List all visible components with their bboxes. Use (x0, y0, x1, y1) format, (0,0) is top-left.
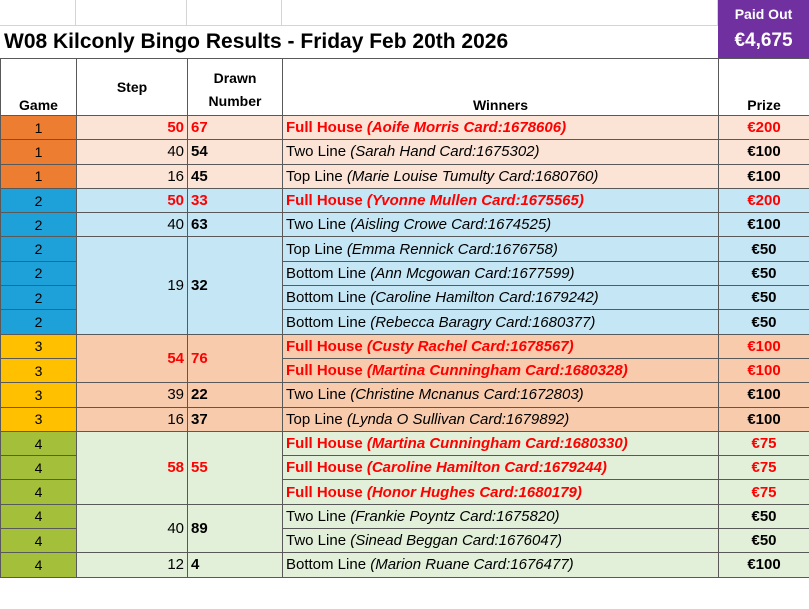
grid-cell (0, 0, 76, 26)
drawn-number-cell: 33 (188, 188, 283, 212)
win-type: Full House (286, 337, 363, 355)
winner-name: (Caroline Hamilton Card:1679242) (370, 289, 599, 307)
step-cell: 39 (77, 383, 188, 407)
prize-cell: €100 (719, 553, 809, 577)
table-row (1, 504, 809, 528)
win-type: Bottom Line (286, 264, 367, 282)
win-type: Two Line (286, 143, 347, 161)
win-type: Two Line (286, 216, 347, 234)
prize-cell: €100 (719, 164, 809, 188)
paid-out-box (718, 0, 809, 58)
header-game: Game (1, 59, 77, 116)
winner-cell (283, 431, 719, 455)
results-table (0, 58, 809, 578)
winner-name: (Martina Cunningham Card:1680330) (366, 435, 628, 452)
winner-name: (Sarah Hand Card:1675302) (350, 143, 540, 161)
winner-cell (283, 504, 719, 528)
winner-name: (Martina Cunningham Card:1680328) (366, 362, 628, 380)
winner-cell (283, 383, 719, 407)
winner-name: (Aoife Morris Card:1678606) (366, 119, 567, 137)
title-row (0, 0, 809, 58)
drawn-number-cell: 4 (188, 553, 283, 577)
grid-cell (76, 0, 187, 26)
drawn-number-cell: 45 (188, 164, 283, 188)
winner-cell (283, 456, 719, 480)
winner-name: (Marie Louise Tumulty Card:1680760) (346, 167, 599, 185)
header-drawn-number (188, 59, 283, 116)
step-cell: 40 (77, 504, 188, 553)
table-row (1, 431, 809, 455)
game-cell: 4 (1, 504, 77, 528)
win-type: Full House (286, 459, 363, 477)
winner-cell (283, 407, 719, 431)
winner-name: (Honor Hughes Card:1680179) (366, 483, 582, 501)
prize-cell: €50 (719, 529, 809, 553)
winner-cell (283, 237, 719, 261)
winner-cell (283, 310, 719, 334)
grid-cell (187, 0, 282, 26)
winner-name: (Ann Mcgowan Card:1677599) (370, 264, 575, 282)
win-type: Two Line (286, 507, 347, 525)
table-row (1, 383, 809, 407)
game-cell: 2 (1, 310, 77, 334)
step-cell: 40 (77, 140, 188, 164)
paid-out-label: Paid Out (734, 6, 793, 22)
win-type: Bottom Line (286, 556, 367, 574)
game-cell: 3 (1, 407, 77, 431)
game-cell: 1 (1, 116, 77, 140)
grid-cell (282, 0, 718, 26)
winner-cell (283, 358, 719, 382)
drawn-number-cell: 37 (188, 407, 283, 431)
paid-out-amount: €4,675 (734, 30, 793, 51)
game-cell: 3 (1, 358, 77, 382)
winner-name: (Yvonne Mullen Card:1675565) (366, 192, 584, 210)
step-cell: 40 (77, 213, 188, 237)
game-cell: 2 (1, 213, 77, 237)
step-cell: 16 (77, 164, 188, 188)
game-cell: 4 (1, 553, 77, 577)
drawn-number-cell: 22 (188, 383, 283, 407)
win-type: Full House (286, 362, 363, 380)
table-row (1, 140, 809, 164)
game-cell: 4 (1, 480, 77, 504)
winner-cell (283, 213, 719, 237)
winner-name: (Lynda O Sullivan Card:1679892) (346, 410, 570, 428)
game-cell: 2 (1, 261, 77, 285)
winner-cell (283, 286, 719, 310)
win-type: Top Line (286, 410, 343, 428)
win-type: Full House (286, 483, 363, 501)
header-drawn-line2: Number (208, 93, 262, 109)
game-cell: 3 (1, 383, 77, 407)
prize-cell: €50 (719, 286, 809, 310)
header-drawn-line1: Drawn (213, 70, 257, 86)
game-cell: 1 (1, 164, 77, 188)
winner-cell (283, 164, 719, 188)
step-cell: 54 (77, 334, 188, 383)
winner-name: (Caroline Hamilton Card:1679244) (366, 459, 607, 477)
winner-cell (283, 261, 719, 285)
prize-cell: €100 (719, 383, 809, 407)
win-type: Two Line (286, 386, 347, 404)
win-type: Two Line (286, 532, 347, 550)
winner-name: (Emma Rennick Card:1676758) (346, 240, 558, 258)
prize-cell: €100 (719, 334, 809, 358)
page-title: W08 Kilconly Bingo Results - Friday Feb 20th 2026 (4, 30, 509, 53)
win-type: Top Line (286, 167, 343, 185)
step-cell: 19 (77, 237, 188, 334)
winner-cell (283, 529, 719, 553)
winner-cell (283, 553, 719, 577)
header-row (1, 59, 809, 116)
drawn-number-cell: 32 (188, 237, 283, 334)
game-cell: 4 (1, 456, 77, 480)
win-type: Full House (286, 435, 363, 452)
prize-cell: €200 (719, 116, 809, 140)
header-winners: Winners (283, 59, 719, 116)
prize-cell: €75 (719, 456, 809, 480)
table-row (1, 237, 809, 261)
drawn-number-cell: 67 (188, 116, 283, 140)
table-row (1, 334, 809, 358)
game-cell: 4 (1, 529, 77, 553)
game-cell: 2 (1, 286, 77, 310)
winner-name: (Marion Ruane Card:1676477) (370, 556, 574, 574)
drawn-number-cell: 54 (188, 140, 283, 164)
winner-name: (Frankie Poyntz Card:1675820) (350, 507, 560, 525)
prize-cell: €100 (719, 140, 809, 164)
table-row (1, 164, 809, 188)
winner-cell (283, 140, 719, 164)
table-row (1, 213, 809, 237)
step-cell: 58 (77, 431, 188, 504)
drawn-number-cell: 63 (188, 213, 283, 237)
step-cell: 12 (77, 553, 188, 577)
win-type: Full House (286, 119, 363, 137)
game-cell: 2 (1, 237, 77, 261)
game-cell: 2 (1, 188, 77, 212)
table-row (1, 188, 809, 212)
prize-cell: €100 (719, 358, 809, 382)
prize-cell: €50 (719, 504, 809, 528)
winner-name: (Aisling Crowe Card:1674525) (350, 216, 552, 234)
prize-cell: €100 (719, 407, 809, 431)
winner-cell (283, 116, 719, 140)
game-cell: 1 (1, 140, 77, 164)
table-row (1, 553, 809, 577)
win-type: Full House (286, 192, 363, 210)
game-cell: 3 (1, 334, 77, 358)
win-type: Bottom Line (286, 289, 367, 307)
prize-cell: €50 (719, 237, 809, 261)
drawn-number-cell: 55 (188, 431, 283, 504)
winner-name: (Rebecca Baragry Card:1680377) (370, 313, 596, 331)
winner-name: (Christine Mcnanus Card:1672803) (350, 386, 584, 404)
prize-cell: €100 (719, 213, 809, 237)
prize-cell: €50 (719, 310, 809, 334)
win-type: Bottom Line (286, 313, 367, 331)
table-row (1, 407, 809, 431)
prize-cell: €50 (719, 261, 809, 285)
drawn-number-cell: 89 (188, 504, 283, 553)
winner-name: (Custy Rachel Card:1678567) (366, 337, 574, 355)
winner-cell (283, 188, 719, 212)
step-cell: 50 (77, 188, 188, 212)
winner-name: (Sinead Beggan Card:1676047) (350, 532, 563, 550)
winner-cell (283, 334, 719, 358)
prize-cell: €75 (719, 431, 809, 455)
winner-cell (283, 480, 719, 504)
step-cell: 16 (77, 407, 188, 431)
header-step: Step (77, 59, 188, 116)
header-prize: Prize (719, 59, 809, 116)
table-row (1, 116, 809, 140)
step-cell: 50 (77, 116, 188, 140)
win-type: Top Line (286, 240, 343, 258)
prize-cell: €200 (719, 188, 809, 212)
prize-cell: €75 (719, 480, 809, 504)
drawn-number-cell: 76 (188, 334, 283, 383)
game-cell: 4 (1, 431, 77, 455)
